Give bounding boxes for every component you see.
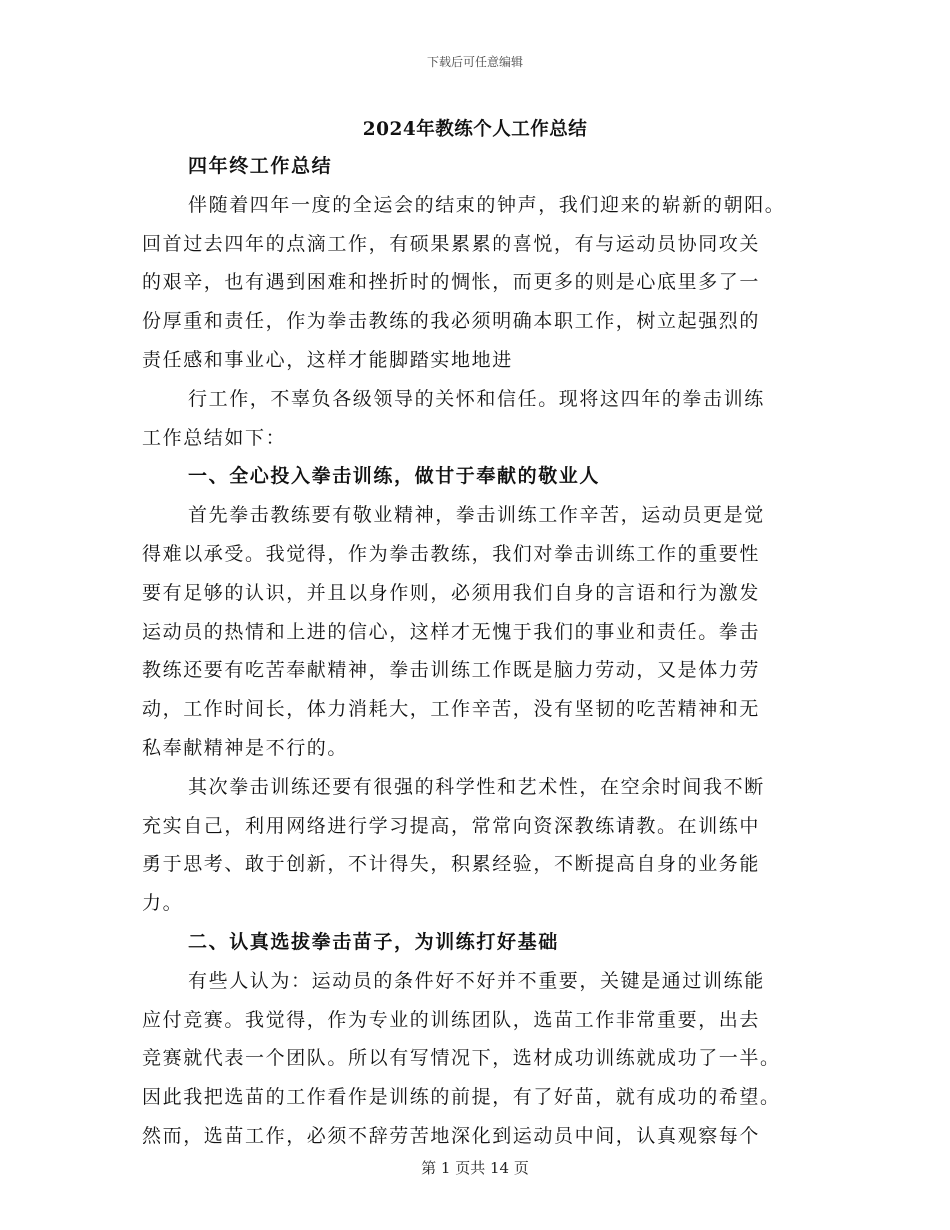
body-text-line: 私奉献精神是不行的。 xyxy=(142,736,349,759)
body-text-line: 要有足够的认识，并且以身作则，必须用我们自身的言语和行为激发 xyxy=(142,581,761,604)
section-heading: 二、认真选拔拳击苗子，为训练打好基础 xyxy=(188,930,559,953)
body-text-line: 其次拳击训练还要有很强的科学性和艺术性，在空余时间我不断 xyxy=(188,775,765,798)
body-text-line: 竞赛就代表一个团队。所以有写情况下，选材成功训练就成功了一半。 xyxy=(142,1047,781,1070)
body-text-line: 然而，选苗工作，必须不辞劳苦地深化到运动员中间，认真观察每个 xyxy=(142,1124,761,1147)
body-text-line: 充实自己，利用网络进行学习提高，常常向资深教练请教。在训练中 xyxy=(142,814,761,837)
body-text-line: 勇于思考、敢于创新，不计得失，积累经验，不断提高自身的业务能 xyxy=(142,853,761,876)
body-text-line: 得难以承受。我觉得，作为拳击教练，我们对拳击训练工作的重要性 xyxy=(142,542,761,565)
body-text-line: 伴随着四年一度的全运会的结束的钟声，我们迎来的崭新的朝阳。 xyxy=(188,193,786,216)
header-note: 下载后可任意编辑 xyxy=(426,55,523,69)
page-footer: 第 1 页共 14 页 xyxy=(421,1159,529,1177)
body-text-line: 份厚重和责任，作为拳击教练的我必须明确本职工作，树立起强烈的 xyxy=(142,310,761,333)
body-text-line: 力。 xyxy=(142,892,184,915)
section-heading: 四年终工作总结 xyxy=(188,155,333,177)
body-text-line: 运动员的热情和上进的信心，这样才无愧于我们的事业和责任。拳击 xyxy=(142,620,761,643)
body-text-line: 回首过去四年的点滴工作，有硕果累累的喜悦，有与运动员协同攻关 xyxy=(142,232,761,255)
body-text-line: 应付竞赛。我觉得，作为专业的训练团队，选苗工作非常重要，出去 xyxy=(142,1008,761,1031)
body-text-line: 有些人认为：运动员的条件好不好并不重要，关键是通过训练能 xyxy=(188,969,765,992)
body-text-line: 首先拳击教练要有敬业精神，拳击训练工作辛苦，运动员更是觉 xyxy=(188,504,765,527)
body-text-line: 动，工作时间长，体力消耗大，工作辛苦，没有坚韧的吃苦精神和无 xyxy=(142,698,761,721)
document-body xyxy=(142,147,812,1156)
document-title: 2024年教练个人工作总结 xyxy=(362,119,588,140)
body-text-line: 因此我把选苗的工作看作是训练的前提，有了好苗，就有成功的希望。 xyxy=(142,1086,781,1109)
body-text-line: 行工作，不辜负各级领导的关怀和信任。现将这四年的拳击训练 xyxy=(188,387,765,410)
body-text-line: 责任感和事业心，这样才能脚踏实地地进 xyxy=(142,348,513,371)
body-text-line: 的艰辛，也有遇到困难和挫折时的惆怅，而更多的则是心底里多了一 xyxy=(142,271,761,294)
body-text-line: 工作总结如下： xyxy=(142,426,287,449)
body-text-line: 教练还要有吃苦奉献精神，拳击训练工作既是脑力劳动，又是体力劳 xyxy=(142,659,761,682)
section-heading: 一、全心投入拳击训练，做甘于奉献的敬业人 xyxy=(188,465,601,488)
